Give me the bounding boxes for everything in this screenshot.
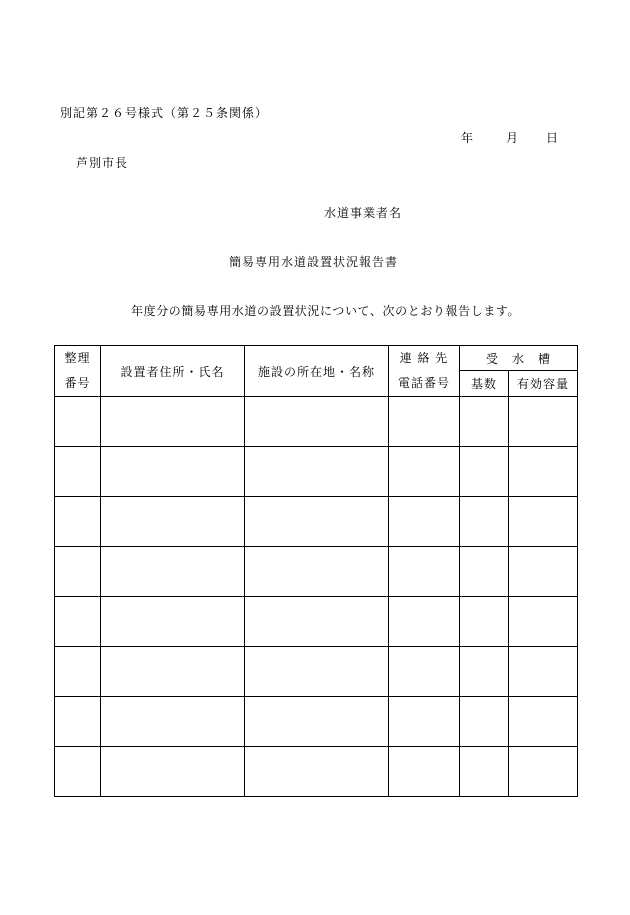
table-cell[interactable]	[509, 497, 578, 547]
table-cell[interactable]	[55, 447, 101, 497]
table-cell[interactable]	[55, 747, 101, 797]
header-contact	[389, 346, 460, 397]
table-cell[interactable]	[55, 547, 101, 597]
table-cell[interactable]	[509, 597, 578, 647]
table-cell[interactable]	[55, 397, 101, 447]
report-table	[54, 345, 578, 797]
table-cell[interactable]	[460, 747, 509, 797]
table-row	[55, 397, 578, 447]
document-title: 簡易専用水道設置状況報告書	[229, 255, 399, 269]
table-cell[interactable]	[101, 697, 245, 747]
table-cell[interactable]	[101, 397, 245, 447]
table-cell[interactable]	[55, 497, 101, 547]
date-year-label: 年	[461, 131, 474, 145]
table-cell[interactable]	[460, 647, 509, 697]
header-number-line1: 整理	[64, 351, 91, 365]
table-cell[interactable]	[509, 447, 578, 497]
table-row	[55, 747, 578, 797]
table-cell[interactable]	[460, 697, 509, 747]
table-cell[interactable]	[55, 647, 101, 697]
date-month-label: 月	[506, 131, 519, 145]
table-cell[interactable]	[101, 547, 245, 597]
table-cell[interactable]	[509, 547, 578, 597]
table-row	[55, 647, 578, 697]
table-cell[interactable]	[55, 597, 101, 647]
table-cell[interactable]	[245, 647, 389, 697]
table-cell[interactable]	[509, 647, 578, 697]
table-row	[55, 597, 578, 647]
table-cell[interactable]	[101, 497, 245, 547]
header-number	[55, 346, 101, 397]
header-tank-count: 基数	[460, 371, 509, 397]
addressee: 芦別市長	[76, 156, 129, 170]
header-contact-line1: 連 絡 先	[399, 351, 449, 365]
header-facility: 施設の所在地・名称	[245, 346, 389, 397]
table-cell[interactable]	[389, 397, 460, 447]
form-number: 別記第２６号様式（第２５条関係）	[60, 106, 269, 120]
operator-label: 水道事業者名	[324, 206, 403, 220]
header-number-line2: 番号	[64, 376, 91, 390]
table-cell[interactable]	[460, 597, 509, 647]
table-cell[interactable]	[460, 547, 509, 597]
table-body	[55, 397, 578, 797]
table-cell[interactable]	[245, 697, 389, 747]
table-cell[interactable]	[389, 747, 460, 797]
table-cell[interactable]	[509, 747, 578, 797]
table-row	[55, 447, 578, 497]
body-text: 年度分の簡易専用水道の設置状況について、次のとおり報告します。	[131, 304, 521, 318]
table-cell[interactable]	[389, 597, 460, 647]
table-cell[interactable]	[509, 697, 578, 747]
table-cell[interactable]	[460, 447, 509, 497]
table-cell[interactable]	[460, 497, 509, 547]
header-installer: 設置者住所・氏名	[101, 346, 245, 397]
table-cell[interactable]	[245, 397, 389, 447]
table-cell[interactable]	[389, 547, 460, 597]
date-day-label: 日	[546, 131, 559, 145]
table-cell[interactable]	[245, 747, 389, 797]
table-row	[55, 547, 578, 597]
table-cell[interactable]	[101, 447, 245, 497]
table-cell[interactable]	[389, 647, 460, 697]
table-row	[55, 697, 578, 747]
table-cell[interactable]	[389, 447, 460, 497]
table-cell[interactable]	[509, 397, 578, 447]
table-cell[interactable]	[101, 597, 245, 647]
table-cell[interactable]	[55, 697, 101, 747]
table-cell[interactable]	[389, 497, 460, 547]
header-tank-capacity: 有効容量	[509, 371, 578, 397]
table-cell[interactable]	[460, 397, 509, 447]
header-contact-line2: 電話番号	[397, 376, 450, 390]
table-cell[interactable]	[389, 697, 460, 747]
table-cell[interactable]	[245, 447, 389, 497]
table-cell[interactable]	[101, 747, 245, 797]
table-row	[55, 497, 578, 547]
table-cell[interactable]	[245, 597, 389, 647]
table-cell[interactable]	[245, 547, 389, 597]
header-tank: 受 水 槽	[460, 346, 578, 371]
table-cell[interactable]	[245, 497, 389, 547]
table-cell[interactable]	[101, 647, 245, 697]
